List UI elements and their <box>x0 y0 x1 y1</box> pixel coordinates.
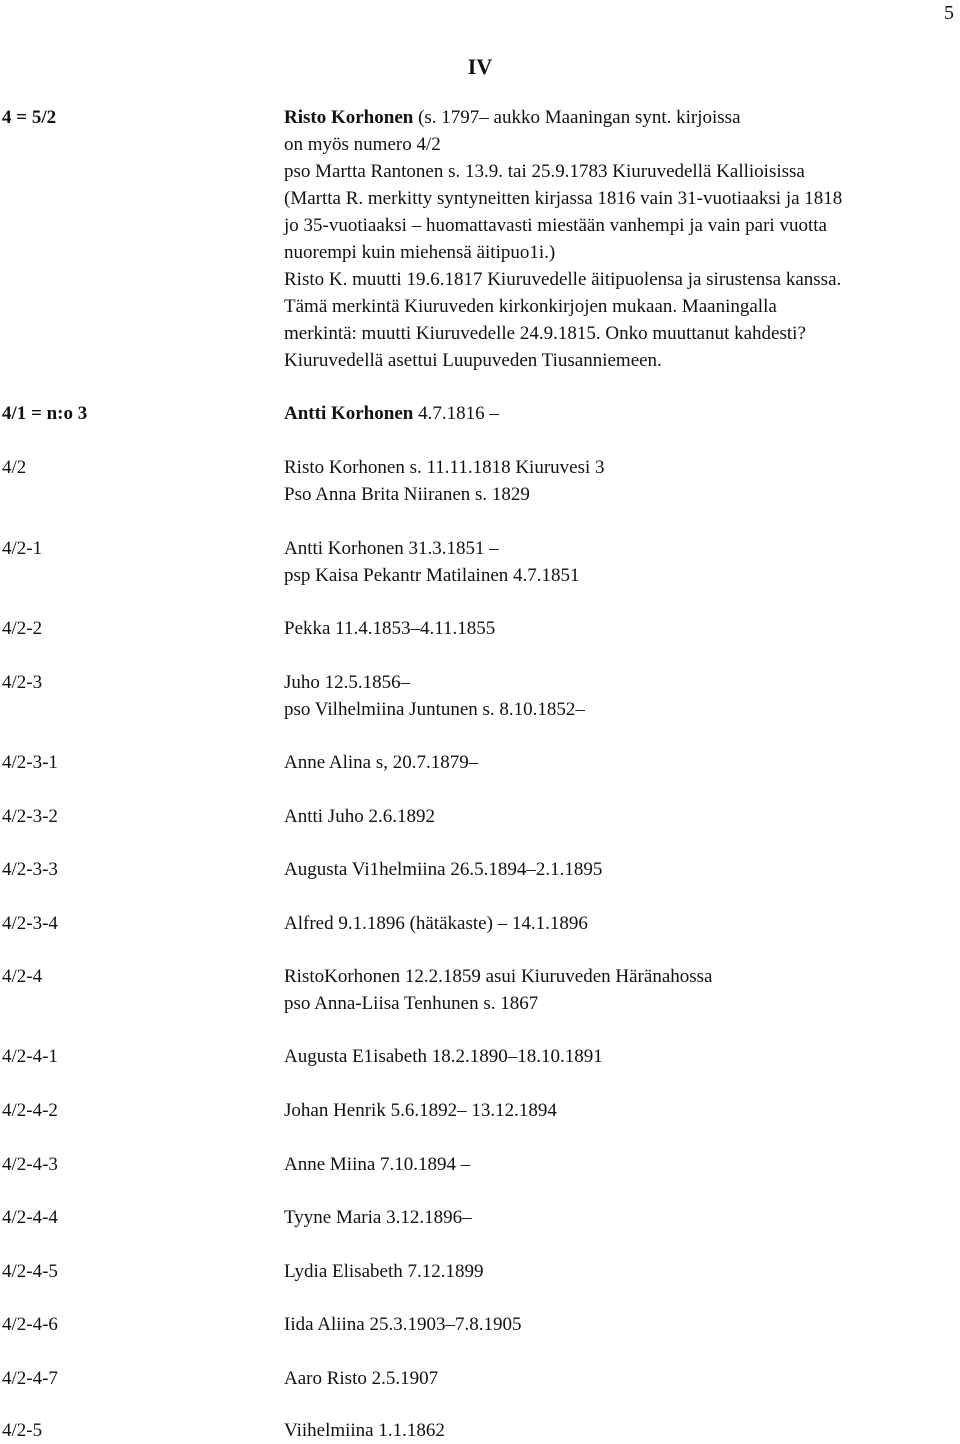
entry-line: Lydia Elisabeth 7.12.1899 <box>284 1261 484 1282</box>
entry-code: 4/2-5 <box>2 1420 43 1441</box>
entry-code: 4/2-1 <box>2 538 43 559</box>
entry-line: pso Vilhelmiina Juntunen s. 8.10.1852– <box>284 699 585 720</box>
entry-line: Pekka 11.4.1853–4.11.1855 <box>284 618 496 639</box>
entry-code: 4/2-3-2 <box>2 806 58 827</box>
entry-code: 4/2-2 <box>2 618 43 639</box>
entry-code: 4/2-4-7 <box>2 1368 58 1389</box>
entry-line: psp Kaisa Pekantr Matilainen 4.7.1851 <box>284 565 580 586</box>
entry-line: Tämä merkintä Kiuruveden kirkonkirjojen mukaan. Maaningalla <box>284 296 777 317</box>
entry-code: 4 = 5/2 <box>2 107 57 128</box>
entry-text <box>284 1097 956 1124</box>
entry-text <box>284 1311 956 1338</box>
entry-code: 4/2-3-3 <box>2 859 58 880</box>
entry-text <box>284 1151 956 1178</box>
entry-name: Risto Korhonen <box>284 107 414 128</box>
entry-text <box>284 910 956 937</box>
entry-line: Viihelmiina 1.1.1862 <box>284 1420 445 1441</box>
entry-text <box>284 1417 956 1444</box>
entry-line: Antti Juho 2.6.1892 <box>284 806 435 827</box>
entry-text <box>284 669 956 723</box>
entry-line: pso Martta Rantonen s. 13.9. tai 25.9.1783 Kiuruvedellä Kallioisissa <box>284 161 805 182</box>
entry-code: 4/2-4-4 <box>2 1207 58 1228</box>
entry-line: jo 35-vuotiaaksi – huomattavasti miestään vanhempi ja vain pari vuotta <box>284 215 827 236</box>
entry-line: Risto K. muutti 19.6.1817 Kiuruvedelle äitipuolensa ja sirustensa kanssa. <box>284 269 842 290</box>
entry-text <box>284 749 956 776</box>
entry-line: Johan Henrik 5.6.1892– 13.12.1894 <box>284 1100 557 1121</box>
entry-text <box>284 856 956 883</box>
chapter-heading: IV <box>467 54 493 79</box>
entry-line: nuorempi kuin miehensä äitipuo1i.) <box>284 242 556 263</box>
entry-line: Augusta E1isabeth 18.2.1890–18.10.1891 <box>284 1046 603 1067</box>
entry-line: RistoKorhonen 12.2.1859 asui Kiuruveden Häränahossa <box>284 966 713 987</box>
entry-code: 4/2-3-4 <box>2 913 58 934</box>
entry-line: pso Anna-Liisa Tenhunen s. 1867 <box>284 993 539 1014</box>
entry-code: 4/2-4-5 <box>2 1261 58 1282</box>
entry-text <box>284 1204 956 1231</box>
entry-code: 4/2-4-6 <box>2 1314 58 1335</box>
entry-code: 4/2-4-2 <box>2 1100 58 1121</box>
entry-text <box>284 454 956 508</box>
entry-text <box>284 400 956 427</box>
entry-line: Augusta Vi1helmiina 26.5.1894–2.1.1895 <box>284 859 603 880</box>
entry-text <box>284 1258 956 1285</box>
entry-code: 4/2-4 <box>2 966 43 987</box>
entry-line: Tyyne Maria 3.12.1896– <box>284 1207 472 1228</box>
entry-text <box>284 535 956 589</box>
entry-line-text: (s. 1797– aukko Maaningan synt. kirjoissa <box>413 107 741 128</box>
entry-line: Anne Miina 7.10.1894 – <box>284 1154 471 1175</box>
entry-text <box>284 1365 956 1392</box>
entry-text <box>284 1043 956 1070</box>
entry-line-text: 4.7.1816 – <box>413 403 499 424</box>
entry-code: 4/2-3-1 <box>2 752 58 773</box>
entry-line <box>284 400 956 427</box>
entry-line: merkintä: muutti Kiuruvedelle 24.9.1815. Onko muuttanut kahdesti? <box>284 323 806 344</box>
entry-line <box>284 104 956 131</box>
entry-code: 4/1 = n:o 3 <box>2 403 88 424</box>
entry-line: Aaro Risto 2.5.1907 <box>284 1368 439 1389</box>
entry-line: (Martta R. merkitty syntyneitten kirjassa 1816 vain 31-vuotiaaksi ja 1818 <box>284 188 843 209</box>
entry-text <box>284 963 956 1017</box>
entry-line: Anne Alina s, 20.7.1879– <box>284 752 479 773</box>
entry-line: Antti Korhonen 31.3.1851 – <box>284 538 499 559</box>
entry-line: Juho 12.5.1856– <box>284 672 411 693</box>
entry-code: 4/2-3 <box>2 672 43 693</box>
page-number: 5 <box>944 2 954 24</box>
entry-line: Risto Korhonen s. 11.11.1818 Kiuruvesi 3 <box>284 457 605 478</box>
entry-text <box>284 615 956 642</box>
entry-name: Antti Korhonen <box>284 403 414 424</box>
entry-line: Iida Aliina 25.3.1903–7.8.1905 <box>284 1314 522 1335</box>
entry-text <box>284 104 956 374</box>
entry-text <box>284 803 956 830</box>
entry-code: 4/2-4-3 <box>2 1154 58 1175</box>
entry-line: Alfred 9.1.1896 (hätäkaste) – 14.1.1896 <box>284 913 588 934</box>
entry-line: Pso Anna Brita Niiranen s. 1829 <box>284 484 530 505</box>
entry-code: 4/2 <box>2 457 27 478</box>
entry-code: 4/2-4-1 <box>2 1046 58 1067</box>
entry-line: Kiuruvedellä asettui Luupuveden Tiusanniemeen. <box>284 350 662 371</box>
entry-line: on myös numero 4/2 <box>284 134 441 155</box>
